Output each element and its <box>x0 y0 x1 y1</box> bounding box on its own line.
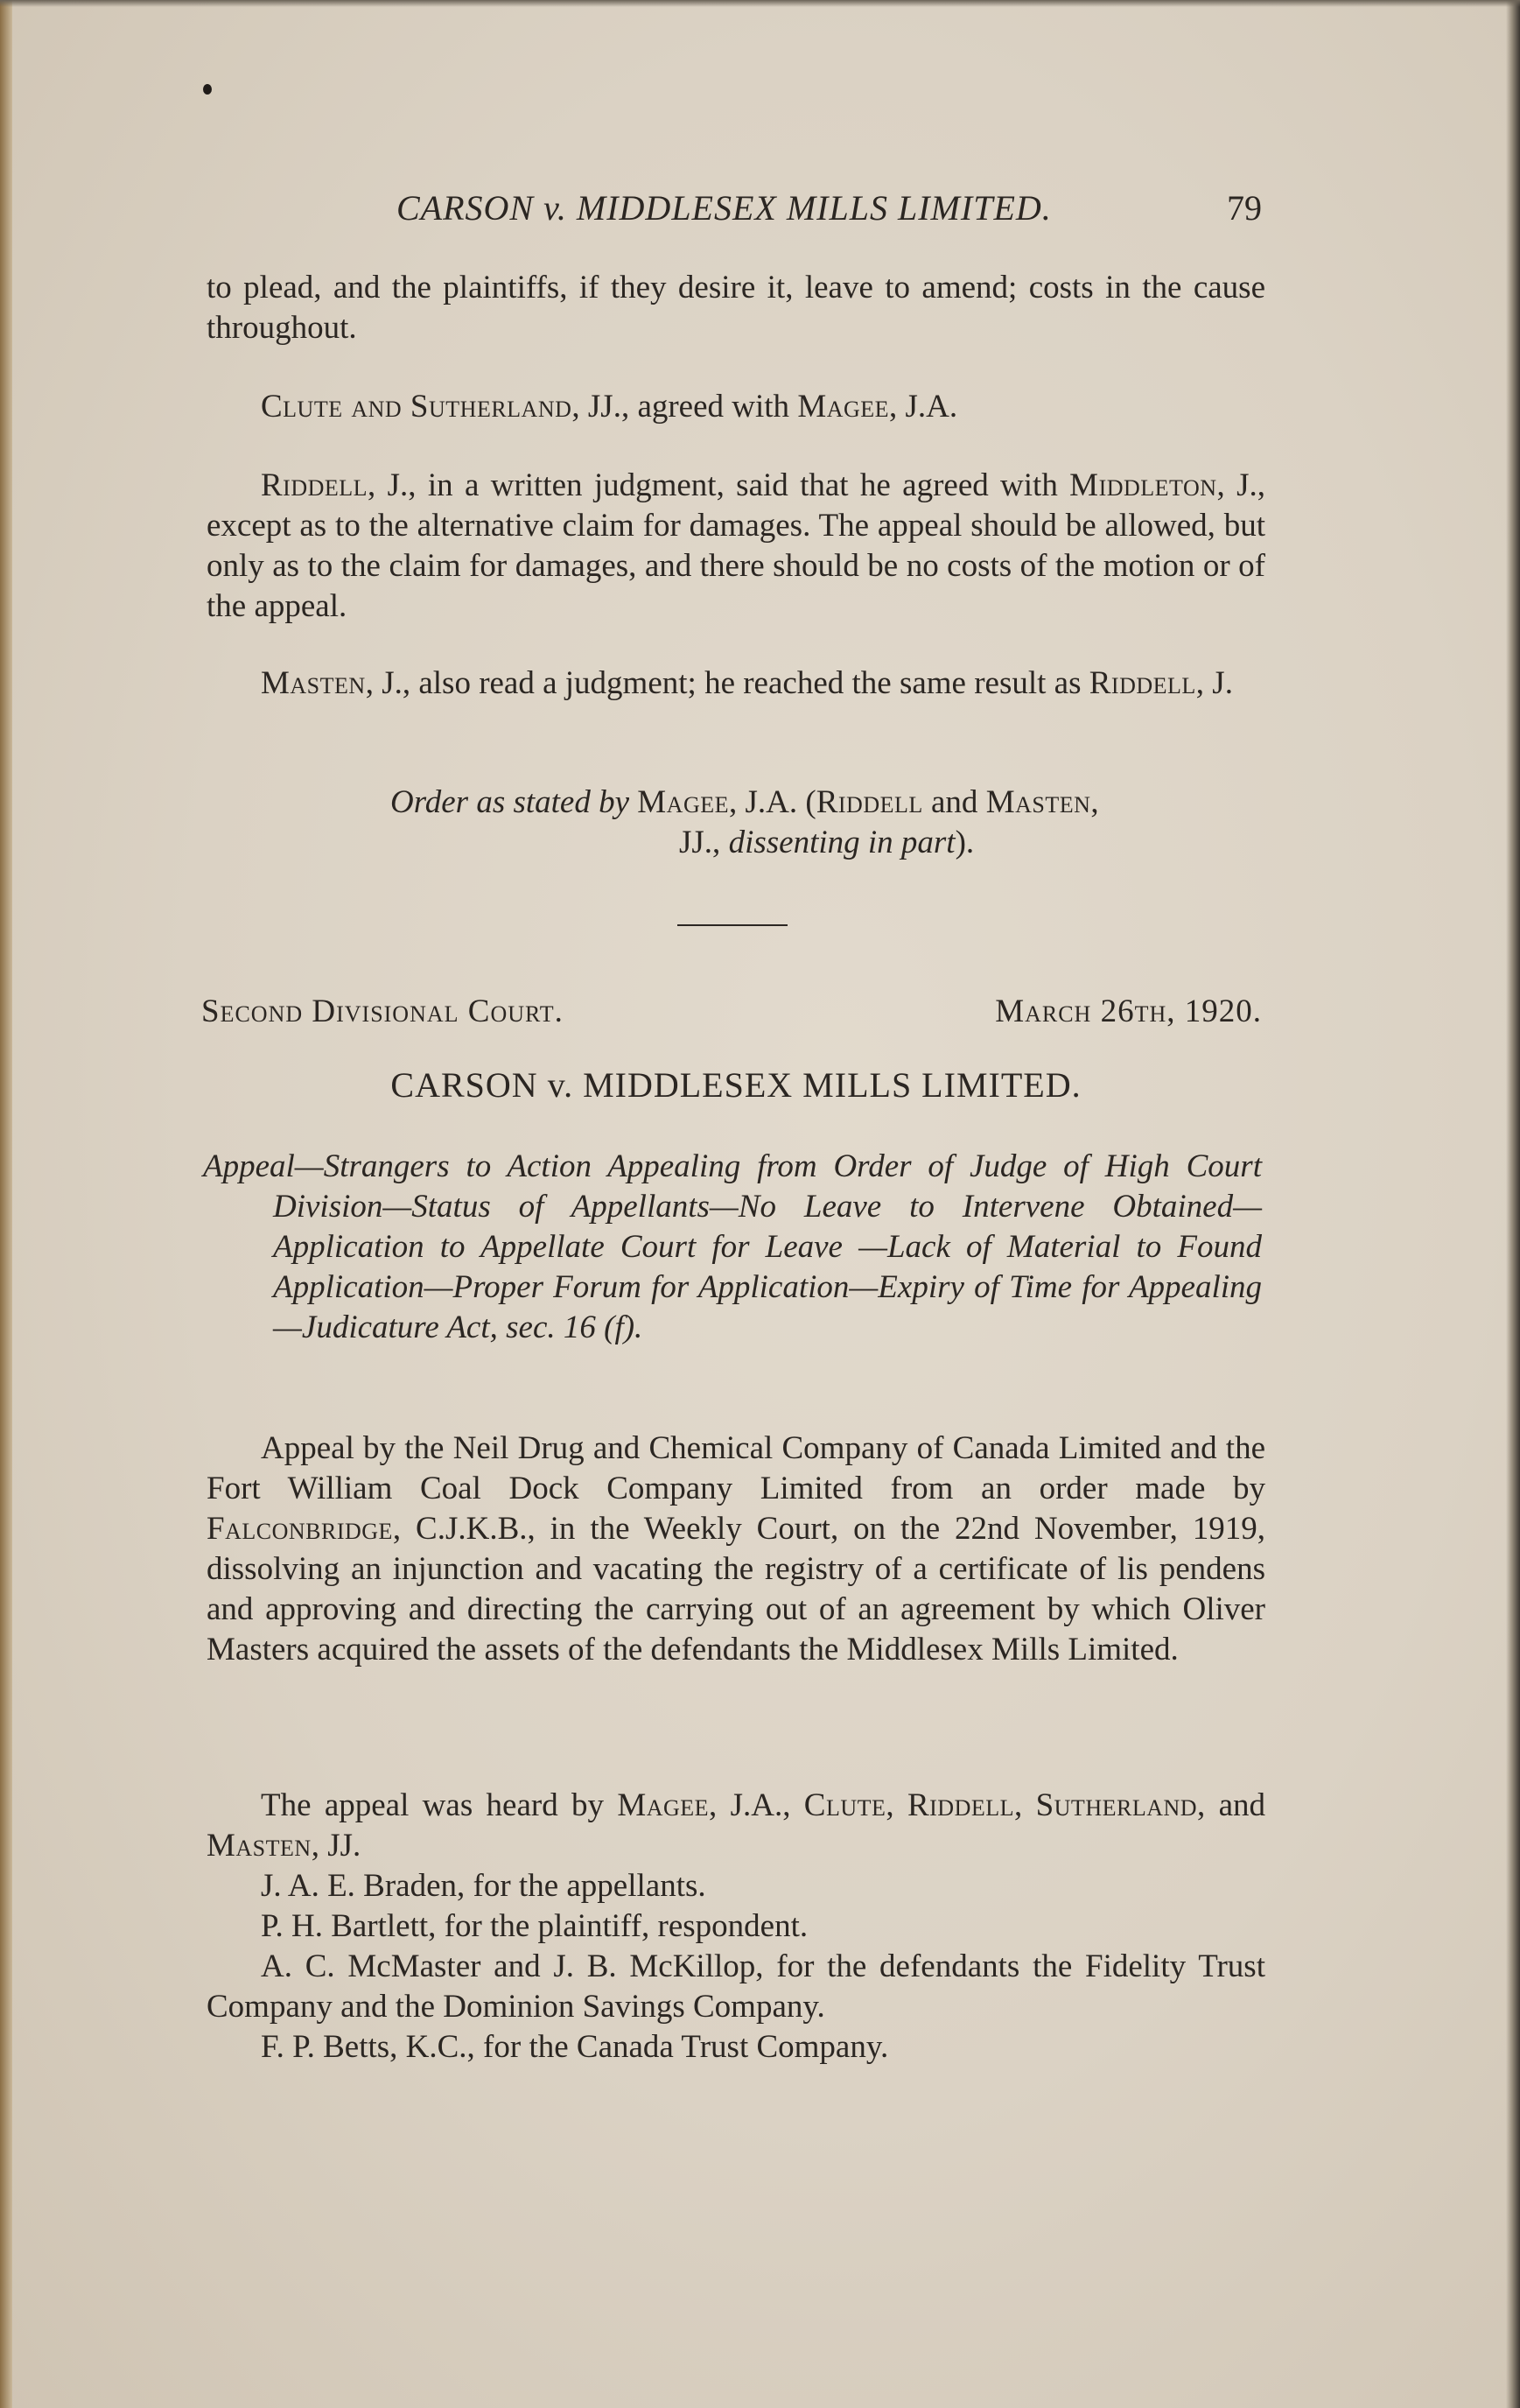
case-title: CARSON v. MIDDLESEX MILLS LIMITED. <box>390 1065 1082 1105</box>
ink-dot <box>203 84 212 95</box>
running-header-title: CARSON v. MIDDLESEX MILLS LIMITED. <box>396 188 1052 228</box>
section-divider <box>677 924 788 926</box>
court-name: Second Divisional Court. <box>201 993 564 1029</box>
hearing-and-counsel <box>207 1786 1265 2068</box>
decision-date: March 26th, 1920. <box>995 993 1262 1029</box>
page-top-edge <box>0 0 1520 7</box>
paragraph-appeal-description: Appeal by the Neil Drug and Chemical Company of Canada Limited and the Fort William Coal Dock Company Limited from an order made by Falconbridge, C.J.K.B., in the Weekly Court, on the 22nd November, 1919, dissolving an injunction and vacating the registry of a certificate of lis pendens and approving and directing the carrying out of an agreement by which Oliver Masters acquired the assets of the defendants the Middlesex Mills Limited. <box>207 1430 1265 1667</box>
paragraph-continuation: to plead, and the plaintiffs, if they desire it, leave to amend; costs in the cause throughout. <box>207 270 1265 346</box>
paragraph-masten-judgment: Masten, J., also read a judgment; he reached the same result as Riddell, J. <box>261 665 1233 701</box>
order-line: Order as stated by Magee, J.A. (Riddell and Masten, JJ., dissenting in part). <box>390 784 1099 860</box>
page-left-edge <box>0 0 12 2408</box>
counsel-line: J. A. E. Braden, for the appellants. <box>261 1868 706 1904</box>
paragraph-concurrence: Clute and Sutherland, JJ., agreed with Magee, J.A. <box>261 389 958 425</box>
counsel-line: A. C. McMaster and J. B. McKillop, for the defendants the Fidelity Trust Company and the Dominion Savings Company. <box>207 1948 1265 2025</box>
counsel-line: P. H. Bartlett, for the plaintiff, respondent. <box>261 1908 809 1944</box>
page-right-edge <box>1506 0 1520 2408</box>
paragraph-riddell-judgment: Riddell, J., in a written judgment, said that he agreed with Middleton, J., except as to the alternative claim for damages. The appeal should be allowed, but only as to the claim for damages, and there should be no costs of the motion or of the appeal. <box>207 467 1265 624</box>
page-number: 79 <box>1227 188 1262 228</box>
court-date-line <box>201 993 1262 1030</box>
heard-by: The appeal was heard by Magee, J.A., Clute, Riddell, Sutherland, and Masten, JJ. <box>207 1787 1266 1864</box>
headnote: Appeal—Strangers to Action Appealing from Order of Judge of High Court Division—Status of Appellants—No Leave to Intervene Obtained—Application to Appellate Court for Leave —Lack of Material to Found Application—Proper Forum for Application—Expiry of Time for Appealing—Judicature Act, sec. 16 (f). <box>203 1148 1262 1345</box>
counsel-line: F. P. Betts, K.C., for the Canada Trust Company. <box>261 2029 889 2065</box>
